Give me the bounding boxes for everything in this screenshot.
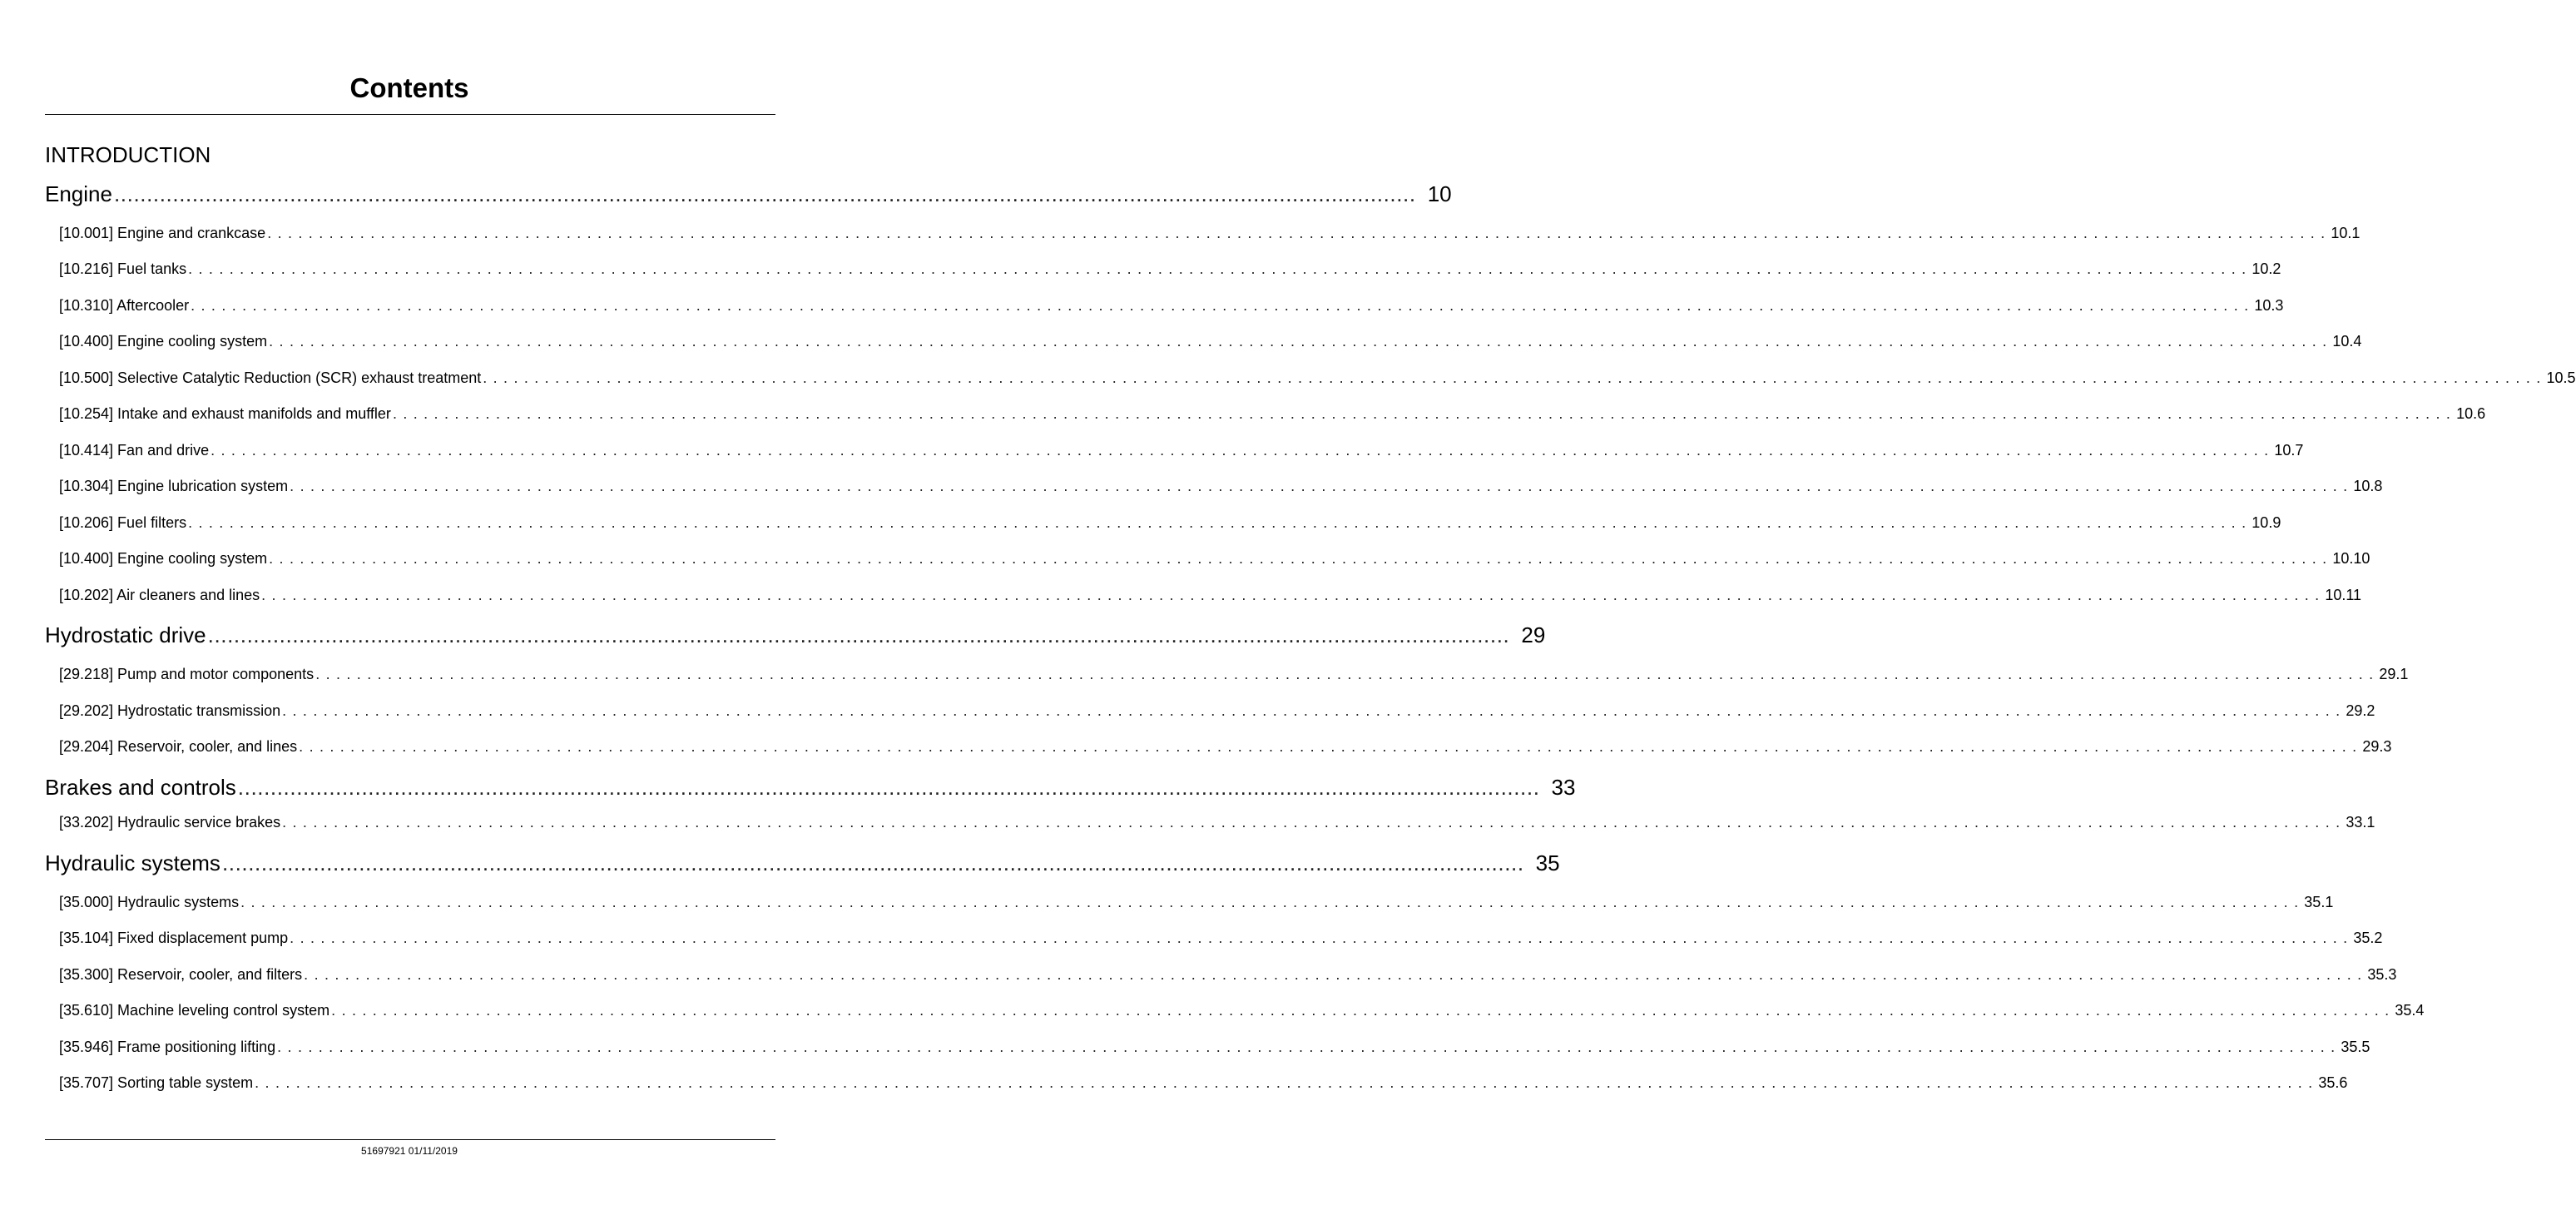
dot-leader: . . . . . . . . . . . . . . . . . . . . . . . . . . . . . . . . . . . . . . . . . . . . . . . . . . . . . . . . . . . . . . . . . . . . . . . . . . . . . . . . . . . . . . . . . . . . . . . . . . . . . . . . . . . . . . . . . . . . . . . . . . . . . . . . . . . . . . . . . . . . . . . . . . . . . . . . . . . . . . . . . . . . . . . . . . . . . . . . . . . . . . . . . . . . . . . . . . . . . . . . <box>282 814 2341 831</box>
toc-chapter-label: Hydraulic systems <box>45 850 220 875</box>
toc-section-page: 10.2 <box>2252 260 2281 277</box>
toc-section-page: 10.4 <box>2332 333 2362 350</box>
toc-section-label: [35.610] Machine leveling control system <box>59 1002 330 1019</box>
toc-section-label: [35.946] Frame positioning lifting <box>59 1039 276 1055</box>
toc-section[interactable] <box>59 404 2486 424</box>
page-title: Contents <box>349 72 469 103</box>
toc-section-label: [10.414] Fan and drive <box>59 442 210 459</box>
dot-leader: . . . . . . . . . . . . . . . . . . . . . . . . . . . . . . . . . . . . . . . . . . . . . . . . . . . . . . . . . . . . . . . . . . . . . . . . . . . . . . . . . . . . . . . . . . . . . . . . . . . . . . . . . . . . . . . . . . . . . . . . . . . . . . . . . . . . . . . . . . . . . . . . . . . . . . . . . . . . . . . . . . . . . . . . . . . . . . . . . . . . . . . . . . . . . . . . . . . . . . . . <box>290 930 2349 946</box>
dot-leader: ........................................................................................................................................................................................................ <box>221 850 1524 875</box>
toc-section[interactable] <box>59 1000 2425 1020</box>
bottom-rule <box>45 1139 775 1140</box>
dot-leader: . . . . . . . . . . . . . . . . . . . . . . . . . . . . . . . . . . . . . . . . . . . . . . . . . . . . . . . . . . . . . . . . . . . . . . . . . . . . . . . . . . . . . . . . . . . . . . . . . . . . . . . . . . . . . . . . . . . . . . . . . . . . . . . . . . . . . . . . . . . . . . . . . . . . . . . . . . . . . . . . . . . . . . . . . . . . . . . . . . . . . . . . . . . . . . . . . . . . . . . . <box>269 333 2328 350</box>
dot-leader: . . . . . . . . . . . . . . . . . . . . . . . . . . . . . . . . . . . . . . . . . . . . . . . . . . . . . . . . . . . . . . . . . . . . . . . . . . . . . . . . . . . . . . . . . . . . . . . . . . . . . . . . . . . . . . . . . . . . . . . . . . . . . . . . . . . . . . . . . . . . . . . . . . . . . . . . . . . . . . . . . . . . . . . . . . . . . . . . . . . . . . . . . . . . . . . . . . . . . . . . <box>267 225 2326 241</box>
toc-section[interactable] <box>59 812 2375 832</box>
toc-section-label: [10.254] Intake and exhaust manifolds and muffler <box>59 405 391 422</box>
dot-leader: . . . . . . . . . . . . . . . . . . . . . . . . . . . . . . . . . . . . . . . . . . . . . . . . . . . . . . . . . . . . . . . . . . . . . . . . . . . . . . . . . . . . . . . . . . . . . . . . . . . . . . . . . . . . . . . . . . . . . . . . . . . . . . . . . . . . . . . . . . . . . . . . . . . . . . . . . . . . . . . . . . . . . . . . . . . . . . . . . . . . . . . . . . . . . . . . . . . . . . . . <box>304 966 2363 983</box>
dot-leader: . . . . . . . . . . . . . . . . . . . . . . . . . . . . . . . . . . . . . . . . . . . . . . . . . . . . . . . . . . . . . . . . . . . . . . . . . . . . . . . . . . . . . . . . . . . . . . . . . . . . . . . . . . . . . . . . . . . . . . . . . . . . . . . . . . . . . . . . . . . . . . . . . . . . . . . . . . . . . . . . . . . . . . . . . . . . . . . . . . . . . . . . . . . . . . . . . . . . . . . . <box>331 1002 2390 1019</box>
dot-leader: . . . . . . . . . . . . . . . . . . . . . . . . . . . . . . . . . . . . . . . . . . . . . . . . . . . . . . . . . . . . . . . . . . . . . . . . . . . . . . . . . . . . . . . . . . . . . . . . . . . . . . . . . . . . . . . . . . . . . . . . . . . . . . . . . . . . . . . . . . . . . . . . . . . . . . . . . . . . . . . . . . . . . . . . . . . . . . . . . . . . . . . . . . . . . . . . . . . . . . . . <box>290 478 2349 494</box>
toc-section-page: 10.9 <box>2252 514 2281 531</box>
toc-section-label: [10.216] Fuel tanks <box>59 260 187 277</box>
dot-leader: . . . . . . . . . . . . . . . . . . . . . . . . . . . . . . . . . . . . . . . . . . . . . . . . . . . . . . . . . . . . . . . . . . . . . . . . . . . . . . . . . . . . . . . . . . . . . . . . . . . . . . . . . . . . . . . . . . . . . . . . . . . . . . . . . . . . . . . . . . . . . . . . . . . . . . . . . . . . . . . . . . . . . . . . . . . . . . . . . . . . . . . . . . . . . . . . . . . . . . . . <box>299 738 2358 755</box>
toc-section-page: 10.11 <box>2325 587 2362 603</box>
dot-leader: . . . . . . . . . . . . . . . . . . . . . . . . . . . . . . . . . . . . . . . . . . . . . . . . . . . . . . . . . . . . . . . . . . . . . . . . . . . . . . . . . . . . . . . . . . . . . . . . . . . . . . . . . . . . . . . . . . . . . . . . . . . . . . . . . . . . . . . . . . . . . . . . . . . . . . . . . . . . . . . . . . . . . . . . . . . . . . . . . . . . . . . . . . . . . . . . . . . . . . . . <box>282 702 2341 719</box>
toc-section[interactable] <box>59 1037 2370 1057</box>
dot-leader: . . . . . . . . . . . . . . . . . . . . . . . . . . . . . . . . . . . . . . . . . . . . . . . . . . . . . . . . . . . . . . . . . . . . . . . . . . . . . . . . . . . . . . . . . . . . . . . . . . . . . . . . . . . . . . . . . . . . . . . . . . . . . . . . . . . . . . . . . . . . . . . . . . . . . . . . . . . . . . . . . . . . . . . . . . . . . . . . . . . . . . . . . . . . . . . . . . . . . . . . <box>483 369 2542 386</box>
toc-section-page: 10.8 <box>2353 478 2383 494</box>
toc-chapter[interactable] <box>45 622 1546 648</box>
toc-section-page: 35.4 <box>2395 1002 2425 1019</box>
dot-leader: . . . . . . . . . . . . . . . . . . . . . . . . . . . . . . . . . . . . . . . . . . . . . . . . . . . . . . . . . . . . . . . . . . . . . . . . . . . . . . . . . . . . . . . . . . . . . . . . . . . . . . . . . . . . . . . . . . . . . . . . . . . . . . . . . . . . . . . . . . . . . . . . . . . . . . . . . . . . . . . . . . . . . . . . . . . . . . . . . . . . . . . . . . . . . . . . . . . . . . . . <box>261 587 2321 603</box>
toc-section-label: [35.707] Sorting table system <box>59 1074 254 1091</box>
dot-leader: ........................................................................................................................................................................................................ <box>237 775 1540 800</box>
toc-section[interactable] <box>59 548 2370 568</box>
toc-chapter-page: 33 <box>1551 775 1576 800</box>
toc-section[interactable] <box>59 664 2409 684</box>
toc-section-page: 29.3 <box>2362 738 2392 755</box>
toc-section-page: 35.2 <box>2353 930 2383 946</box>
toc-section-label: [10.001] Engine and crankcase <box>59 225 266 241</box>
toc-section-label: [10.304] Engine lubrication system <box>59 478 289 494</box>
toc-section[interactable] <box>59 928 2383 948</box>
toc-section[interactable] <box>59 259 2281 279</box>
toc-chapter-label: Hydrostatic drive <box>45 622 206 647</box>
toc-section[interactable] <box>59 331 2362 351</box>
dot-leader: . . . . . . . . . . . . . . . . . . . . . . . . . . . . . . . . . . . . . . . . . . . . . . . . . . . . . . . . . . . . . . . . . . . . . . . . . . . . . . . . . . . . . . . . . . . . . . . . . . . . . . . . . . . . . . . . . . . . . . . . . . . . . . . . . . . . . . . . . . . . . . . . . . . . . . . . . . . . . . . . . . . . . . . . . . . . . . . . . . . . . . . . . . . . . . . . . . . . . . . . <box>269 550 2328 567</box>
toc-section[interactable] <box>59 892 2334 912</box>
toc-section[interactable] <box>59 964 2397 984</box>
toc-section-page: 35.6 <box>2318 1074 2348 1091</box>
top-rule <box>45 114 775 115</box>
toc-section-page: 29.2 <box>2346 702 2375 719</box>
toc-section-label: [10.500] Selective Catalytic Reduction (SCR) exhaust treatment <box>59 369 482 386</box>
toc-section-page: 10.6 <box>2456 405 2486 422</box>
toc-chapter[interactable] <box>45 181 1452 207</box>
toc-chapter-label: Engine <box>45 181 112 206</box>
toc-chapter-page: 29 <box>1521 622 1546 647</box>
toc-section[interactable] <box>59 585 2362 605</box>
toc-section-label: [10.400] Engine cooling system <box>59 333 268 350</box>
toc-chapter[interactable] <box>45 774 1576 801</box>
dot-leader: . . . . . . . . . . . . . . . . . . . . . . . . . . . . . . . . . . . . . . . . . . . . . . . . . . . . . . . . . . . . . . . . . . . . . . . . . . . . . . . . . . . . . . . . . . . . . . . . . . . . . . . . . . . . . . . . . . . . . . . . . . . . . . . . . . . . . . . . . . . . . . . . . . . . . . . . . . . . . . . . . . . . . . . . . . . . . . . . . . . . . . . . . . . . . . . . . . . . . . . . <box>191 297 2250 314</box>
toc-section[interactable] <box>59 1073 2348 1093</box>
dot-leader: . . . . . . . . . . . . . . . . . . . . . . . . . . . . . . . . . . . . . . . . . . . . . . . . . . . . . . . . . . . . . . . . . . . . . . . . . . . . . . . . . . . . . . . . . . . . . . . . . . . . . . . . . . . . . . . . . . . . . . . . . . . . . . . . . . . . . . . . . . . . . . . . . . . . . . . . . . . . . . . . . . . . . . . . . . . . . . . . . . . . . . . . . . . . . . . . . . . . . . . . <box>211 442 2270 459</box>
dot-leader: . . . . . . . . . . . . . . . . . . . . . . . . . . . . . . . . . . . . . . . . . . . . . . . . . . . . . . . . . . . . . . . . . . . . . . . . . . . . . . . . . . . . . . . . . . . . . . . . . . . . . . . . . . . . . . . . . . . . . . . . . . . . . . . . . . . . . . . . . . . . . . . . . . . . . . . . . . . . . . . . . . . . . . . . . . . . . . . . . . . . . . . . . . . . . . . . . . . . . . . . <box>188 514 2247 531</box>
toc-section-label: [29.202] Hydrostatic transmission <box>59 702 281 719</box>
toc-section-label: [35.000] Hydraulic systems <box>59 894 240 910</box>
toc-section[interactable] <box>59 440 2304 460</box>
toc-section[interactable] <box>59 368 2576 388</box>
toc-section-label: [10.206] Fuel filters <box>59 514 187 531</box>
toc-chapter[interactable] <box>45 850 1560 876</box>
toc-chapter-page: 10 <box>1427 181 1452 206</box>
toc-section[interactable] <box>59 513 2281 533</box>
toc-section-page: 10.10 <box>2332 550 2370 567</box>
dot-leader: . . . . . . . . . . . . . . . . . . . . . . . . . . . . . . . . . . . . . . . . . . . . . . . . . . . . . . . . . . . . . . . . . . . . . . . . . . . . . . . . . . . . . . . . . . . . . . . . . . . . . . . . . . . . . . . . . . . . . . . . . . . . . . . . . . . . . . . . . . . . . . . . . . . . . . . . . . . . . . . . . . . . . . . . . . . . . . . . . . . . . . . . . . . . . . . . . . . . . . . . <box>240 894 2300 910</box>
dot-leader: . . . . . . . . . . . . . . . . . . . . . . . . . . . . . . . . . . . . . . . . . . . . . . . . . . . . . . . . . . . . . . . . . . . . . . . . . . . . . . . . . . . . . . . . . . . . . . . . . . . . . . . . . . . . . . . . . . . . . . . . . . . . . . . . . . . . . . . . . . . . . . . . . . . . . . . . . . . . . . . . . . . . . . . . . . . . . . . . . . . . . . . . . . . . . . . . . . . . . . . . <box>255 1074 2314 1091</box>
dot-leader: . . . . . . . . . . . . . . . . . . . . . . . . . . . . . . . . . . . . . . . . . . . . . . . . . . . . . . . . . . . . . . . . . . . . . . . . . . . . . . . . . . . . . . . . . . . . . . . . . . . . . . . . . . . . . . . . . . . . . . . . . . . . . . . . . . . . . . . . . . . . . . . . . . . . . . . . . . . . . . . . . . . . . . . . . . . . . . . . . . . . . . . . . . . . . . . . . . . . . . . . <box>188 260 2247 277</box>
toc-section-label: [35.104] Fixed displacement pump <box>59 930 289 946</box>
toc-section-label: [29.204] Reservoir, cooler, and lines <box>59 738 298 755</box>
toc-section-label: [10.310] Aftercooler <box>59 297 190 314</box>
toc-section[interactable] <box>59 223 2361 243</box>
toc-section[interactable] <box>59 476 2383 496</box>
toc-chapter-label: Brakes and controls <box>45 775 236 800</box>
toc-section-page: 35.3 <box>2367 966 2397 983</box>
toc-section-page: 10.7 <box>2274 442 2304 459</box>
dot-leader: . . . . . . . . . . . . . . . . . . . . . . . . . . . . . . . . . . . . . . . . . . . . . . . . . . . . . . . . . . . . . . . . . . . . . . . . . . . . . . . . . . . . . . . . . . . . . . . . . . . . . . . . . . . . . . . . . . . . . . . . . . . . . . . . . . . . . . . . . . . . . . . . . . . . . . . . . . . . . . . . . . . . . . . . . . . . . . . . . . . . . . . . . . . . . . . . . . . . . . . . <box>392 405 2452 422</box>
toc-section[interactable] <box>59 701 2375 721</box>
toc-chapter-page: 35 <box>1535 850 1560 875</box>
dot-leader: ........................................................................................................................................................................................................ <box>113 181 1416 206</box>
dot-leader: . . . . . . . . . . . . . . . . . . . . . . . . . . . . . . . . . . . . . . . . . . . . . . . . . . . . . . . . . . . . . . . . . . . . . . . . . . . . . . . . . . . . . . . . . . . . . . . . . . . . . . . . . . . . . . . . . . . . . . . . . . . . . . . . . . . . . . . . . . . . . . . . . . . . . . . . . . . . . . . . . . . . . . . . . . . . . . . . . . . . . . . . . . . . . . . . . . . . . . . . <box>277 1039 2336 1055</box>
toc-section-page: 33.1 <box>2346 814 2375 831</box>
toc-section-page: 10.3 <box>2254 297 2284 314</box>
toc-section-page: 10.1 <box>2331 225 2361 241</box>
toc-section-page: 35.5 <box>2341 1039 2370 1055</box>
toc-section-label: [10.202] Air cleaners and lines <box>59 587 260 603</box>
toc-section-label: [10.400] Engine cooling system <box>59 550 268 567</box>
footer-doc-id: 51697921 01/11/2019 <box>361 1145 458 1157</box>
dot-leader: ........................................................................................................................................................................................................ <box>207 622 1510 647</box>
toc-section[interactable] <box>59 736 2392 756</box>
toc-section[interactable] <box>59 295 2284 315</box>
toc-section-page: 29.1 <box>2379 666 2409 682</box>
toc-section-page: 35.1 <box>2304 894 2334 910</box>
dot-leader: . . . . . . . . . . . . . . . . . . . . . . . . . . . . . . . . . . . . . . . . . . . . . . . . . . . . . . . . . . . . . . . . . . . . . . . . . . . . . . . . . . . . . . . . . . . . . . . . . . . . . . . . . . . . . . . . . . . . . . . . . . . . . . . . . . . . . . . . . . . . . . . . . . . . . . . . . . . . . . . . . . . . . . . . . . . . . . . . . . . . . . . . . . . . . . . . . . . . . . . . <box>315 666 2375 682</box>
toc-section-label: [35.300] Reservoir, cooler, and filters <box>59 966 303 983</box>
toc-section-label: [33.202] Hydraulic service brakes <box>59 814 281 831</box>
introduction-link[interactable]: INTRODUCTION <box>45 142 211 167</box>
toc-section-page: 10.5 <box>2546 369 2576 386</box>
toc-section-label: [29.218] Pump and motor components <box>59 666 315 682</box>
